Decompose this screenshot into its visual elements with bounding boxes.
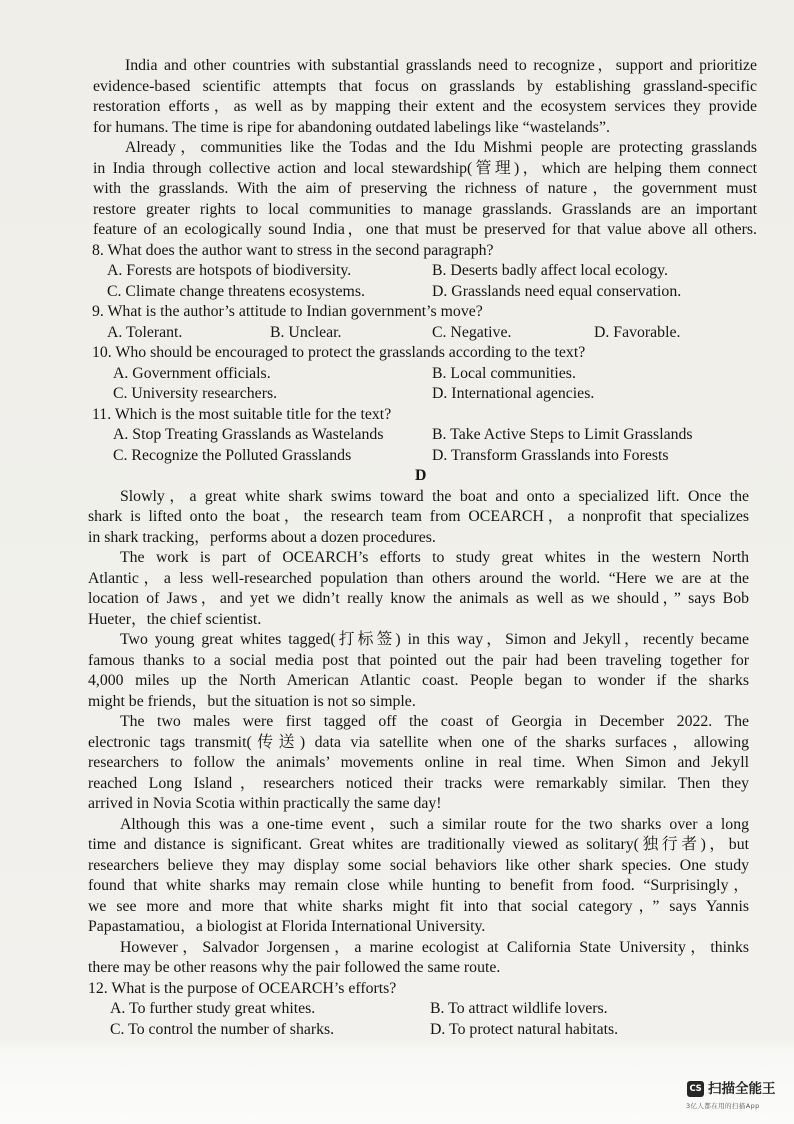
text-line: Two young great whites tagged(打标签) in this way，Simon and Jekyll，recently became (120, 631, 749, 648)
text-line: found that white sharks may remain close while hunting to benefit from food. “Surprisingly， (88, 877, 749, 894)
text-line: restore greater rights to local communities to manage grasslands. Grasslands are an important (93, 200, 757, 218)
text-line: The two males were first tagged off the coast of Georgia in December 2022. The (120, 713, 749, 730)
option-a: A. Stop Treating Grasslands as Wastelands (113, 426, 384, 443)
text-line: India and other countries with substantial grasslands need to recognize，support and prioritize (125, 57, 757, 74)
options-row (0, 364, 794, 385)
option-a: A. Tolerant. (107, 323, 183, 341)
text-line: evidence-based scientific attempts that focus on grasslands by establishing grassland-specific (93, 77, 757, 95)
passage-c-paragraph-1 (0, 56, 794, 138)
question-9 (0, 302, 794, 343)
text-line: location of Jaws，and yet we didn’t really know the animals as well as we should，” says Bob (88, 590, 749, 607)
text-line: arrived in Novia Scotia within practically the same day! (88, 795, 442, 812)
question-8 (0, 241, 794, 303)
text-line: famous thanks to a social media post that pointed out the pair had been traveling together for (88, 651, 749, 669)
text-line: restoration efforts，as well as by mapping their extent and the ecosystem services they provide (93, 98, 757, 115)
option-b: B. Local communities. (432, 364, 576, 382)
options-row (0, 323, 794, 344)
text-line: researchers believe they may display some social behaviors like other shark species. One study (88, 856, 749, 874)
text-line: electronic tags transmit(传送) data via satellite when one of the sharks surfaces，allowing (88, 733, 749, 751)
text-line: shark is lifted onto the boat，the research team from OCEARCH，a nonprofit that specializes (88, 508, 749, 525)
question-12 (0, 979, 794, 1041)
option-b: B. To attract wildlife lovers. (430, 1000, 608, 1017)
text-line: reached Long Island，researchers noticed their tracks were remarkably similar. Then they (88, 774, 749, 792)
options-row (0, 261, 794, 282)
text-line: in India through collective action and local stewardship(管理)，which are helping them connect (93, 159, 757, 177)
option-d: D. Transform Grasslands into Forests (432, 446, 669, 464)
text-line: for humans. The time is ripe for abandoning outdated labelings like “wastelands”. (93, 118, 610, 136)
page-content (0, 56, 794, 1040)
option-b: B. Unclear. (270, 323, 342, 341)
option-a: A. To further study great whites. (110, 1000, 316, 1017)
passage-d-paragraph-1 (0, 487, 794, 549)
text-line: Slowly，a great white shark swims toward the boat and onto a specialized lift. Once the (120, 487, 749, 505)
text-line: we see more and more that white sharks might fit into that social category，” says Yannis (88, 897, 749, 915)
text-line: might be friends，but the situation is not so simple. (88, 692, 416, 710)
camscanner-logo-icon: CS (687, 1081, 704, 1097)
options-row (0, 446, 794, 467)
option-d: D. Grasslands need equal conservation. (432, 282, 682, 300)
passage-d-paragraph-3 (0, 630, 794, 712)
question-stem: 10. Who should be encouraged to protect the grasslands according to the text? (92, 344, 586, 361)
option-c: C. Negative. (432, 323, 512, 341)
option-c: C. Climate change threatens ecosystems. (107, 282, 365, 300)
text-line: time and distance is significant. Great whites are traditionally viewed as solitary(独行者)，but (88, 836, 749, 853)
option-d: D. International agencies. (432, 385, 595, 402)
question-10 (0, 343, 794, 405)
option-c: C. To control the number of sharks. (110, 1020, 335, 1038)
text-line: feature of an ecologically sound India，one that must be preserved for that value above all others. (93, 221, 757, 238)
app-name: 扫描全能王 (708, 1081, 776, 1097)
text-line: in shark tracking，performs about a dozen procedures. (88, 528, 436, 546)
text-line: with the grasslands. With the aim of preserving the richness of nature，the government must (93, 180, 757, 197)
text-line: Hueter，the chief scientist. (88, 610, 262, 628)
question-stem: 9. What is the author’s attitude to Indian government’s move? (92, 303, 483, 320)
section-heading: D (415, 467, 427, 484)
passage-c-paragraph-2 (0, 138, 794, 241)
text-line: there may be other reasons why the pair followed the same route. (88, 959, 501, 976)
text-line: However，Salvador Jorgensen，a marine ecologist at California State University，thinks (120, 938, 749, 956)
app-tagline: 3亿人都在用的扫描App (686, 1102, 760, 1110)
option-a: A. Government officials. (113, 364, 271, 382)
text-line: Papastamatiou，a biologist at Florida International University. (88, 918, 486, 935)
text-line: 4,000 miles up the North American Atlantic coast. People began to wonder if the sharks (88, 672, 749, 689)
passage-d-paragraph-4 (0, 712, 794, 815)
question-stem: 12. What is the purpose of OCEARCH’s efforts? (88, 979, 397, 997)
question-11 (0, 405, 794, 467)
text-line: researchers to follow the animals’ movements online in real time. When Simon and Jekyll (88, 754, 749, 771)
option-c: C. Recognize the Polluted Grasslands (113, 446, 352, 464)
option-a: A. Forests are hotspots of biodiversity. (107, 262, 352, 279)
option-b: B. Take Active Steps to Limit Grasslands (432, 426, 693, 443)
option-c: C. University researchers. (113, 385, 278, 402)
options-row (0, 999, 794, 1020)
options-row (0, 384, 794, 405)
options-row (0, 425, 794, 446)
options-row (0, 1020, 794, 1041)
passage-d-paragraph-2 (0, 548, 794, 630)
scanner-watermark (686, 1079, 786, 1115)
question-stem: 8. What does the author want to stress in the second paragraph? (92, 241, 494, 259)
passage-d-paragraph-6 (0, 938, 794, 979)
options-row (0, 282, 794, 303)
question-stem: 11. Which is the most suitable title for the text? (92, 405, 392, 423)
text-line: Although this was a one-time event，such a similar route for the two sharks over a long (120, 815, 749, 833)
option-b: B. Deserts badly affect local ecology. (432, 262, 668, 279)
text-line: The work is part of OCEARCH’s efforts to study great whites in the western North (120, 549, 749, 566)
option-d: D. Favorable. (594, 323, 681, 341)
text-line: Atlantic，a less well-researched population than others around the world. “Here we are at the (88, 569, 749, 587)
text-line: Already，communities like the Todas and the Idu Mishmi people are protecting grasslands (125, 139, 757, 156)
passage-d-paragraph-5 (0, 815, 794, 938)
option-d: D. To protect natural habitats. (430, 1020, 619, 1038)
